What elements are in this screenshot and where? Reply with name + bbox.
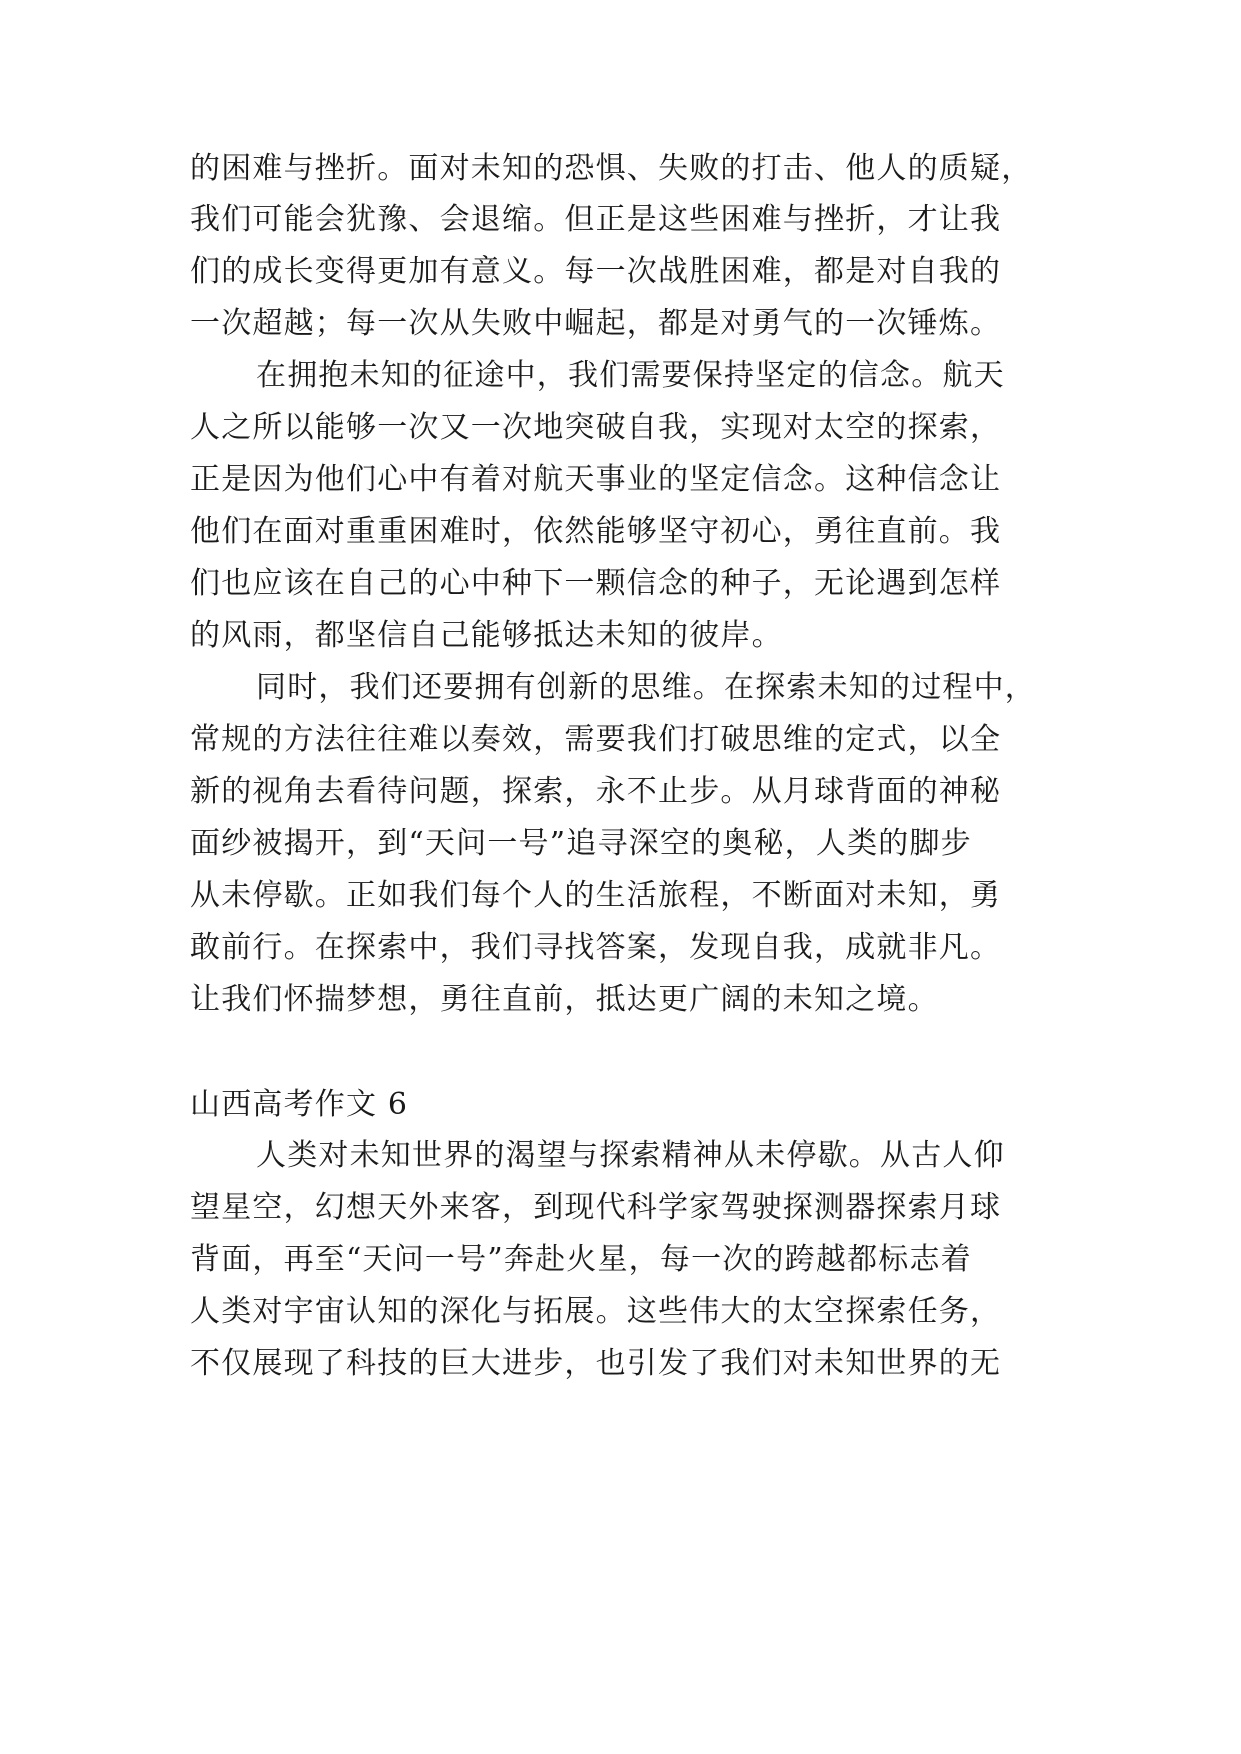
text-line: 望星空，幻想天外来客，到现代科学家驾驶探测器探索月球 <box>190 1190 1002 1225</box>
text-line: 的困难与挫折。面对未知的恐惧、失败的打击、他人的质疑， <box>190 151 1033 186</box>
text-line: 让我们怀揣梦想，勇往直前，抵达更广阔的未知之境。 <box>190 982 939 1017</box>
text-line: 面纱被揭开，到“天问一号”追寻深空的奥秘，人类的脚步 <box>190 826 972 861</box>
text-line: 正是因为他们心中有着对航天事业的坚定信念。这种信念让 <box>190 462 1002 497</box>
section-heading: 山西高考作文 6 <box>190 1087 409 1122</box>
text-line: 敢前行。在探索中，我们寻找答案，发现自我，成就非凡。 <box>190 930 1002 965</box>
text-line: 人之所以能够一次又一次地突破自我，实现对太空的探索， <box>190 410 1002 445</box>
text-line: 从未停歇。正如我们每个人的生活旅程，不断面对未知，勇 <box>190 878 1002 913</box>
text-line: 们的成长变得更加有意义。每一次战胜困难，都是对自我的 <box>190 254 1002 289</box>
text-line: 人类对宇宙认知的深化与拓展。这些伟大的太空探索任务， <box>190 1294 1002 1329</box>
text-line: 一次超越；每一次从失败中崛起，都是对勇气的一次锤炼。 <box>190 306 1002 341</box>
text-line: 不仅展现了科技的巨大进步，也引发了我们对未知世界的无 <box>190 1346 1002 1381</box>
text-line: 新的视角去看待问题，探索，永不止步。从月球背面的神秘 <box>190 774 1002 809</box>
text-line: 在拥抱未知的征途中，我们需要保持坚定的信念。航天 <box>256 358 1005 393</box>
text-line: 我们可能会犹豫、会退缩。但正是这些困难与挫折，才让我 <box>190 202 1002 237</box>
text-line: 背面，再至“天问一号”奔赴火星，每一次的跨越都标志着 <box>190 1242 972 1277</box>
text-line: 同时，我们还要拥有创新的思维。在探索未知的过程中， <box>256 670 1036 705</box>
text-line: 常规的方法往往难以奏效，需要我们打破思维的定式，以全 <box>190 722 1002 757</box>
text-line: 的风雨，都坚信自己能够抵达未知的彼岸。 <box>190 618 783 653</box>
text-line: 们也应该在自己的心中种下一颗信念的种子，无论遇到怎样 <box>190 566 1002 601</box>
text-line: 人类对未知世界的渴望与探索精神从未停歇。从古人仰 <box>256 1138 1005 1173</box>
text-line: 他们在面对重重困难时，依然能够坚守初心，勇往直前。我 <box>190 514 1002 549</box>
